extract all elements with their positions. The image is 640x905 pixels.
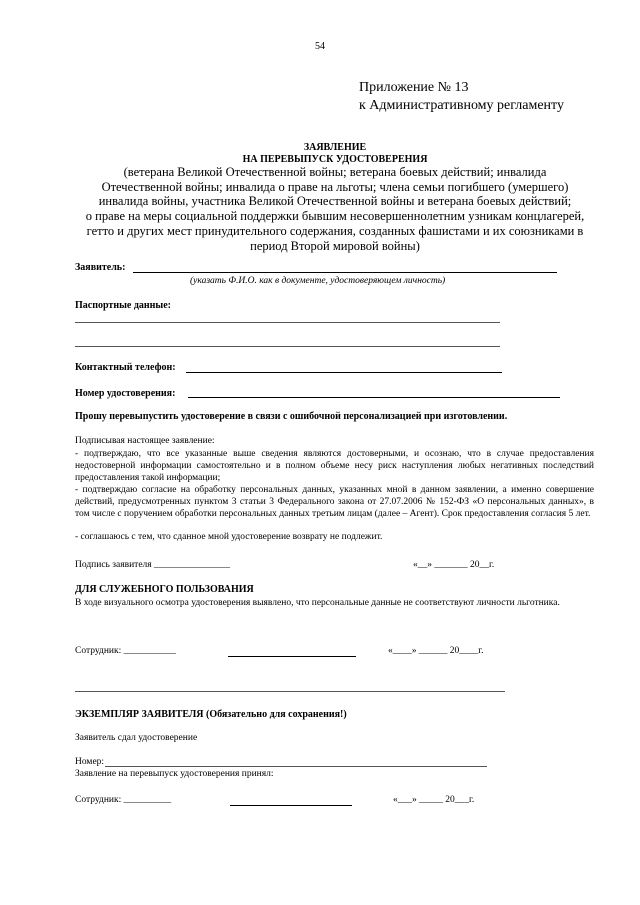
applicant-hint: (указать Ф.И.О. как в документе, удостоверяющем личность) [190,276,446,286]
signature-field[interactable]: Подпись заявителя ________________ [75,560,231,570]
official-signature-field[interactable] [228,656,356,657]
form-subtitle: НА ПЕРЕВЫПУСК УДОСТОВЕРЕНИЯ [242,154,428,165]
official-date[interactable]: «____» ______ 20____г. [388,646,484,656]
accepted-by-text: Заявление на перевыпуск удостоверения принял: [75,769,274,779]
subtitle-line-6: период Второй мировой войны) [250,239,420,253]
page-number: 54 [315,41,325,52]
copy-employee-field[interactable]: Сотрудник: __________ [75,795,172,805]
passport-field-line-1[interactable] [75,322,500,323]
applicant-field[interactable] [133,272,557,273]
declaration-item-2: - подтверждаю согласие на обработку персональных данных, указанных мной в данном заявлении, а именно совершение действий, предусмотренных пунктом 3 статьи 3 Федерального закона от 27.07.2006 № 152-ФЗ «О персональных данных», в том числе с поручением обработки персональных данных третьим лицам (далее – Агент). Срок предоставления согласия 5 лет. [75,485,594,519]
applicant-copy-heading: ЭКЗЕМПЛЯР ЗАЯВИТЕЛЯ (Обязательно для сохранения!) [75,709,347,720]
phone-field[interactable] [186,372,502,373]
subtitle-line-4: о праве на меры социальной поддержки бывшим несовершеннолетним узникам концлагерей, [85,209,585,223]
subtitle-line-1: (ветерана Великой Отечественной войны; ветерана боевых действий; инвалида [123,165,547,179]
copy-date[interactable]: «___» _____ 20___г. [393,795,475,805]
official-use-heading: ДЛЯ СЛУЖЕБНОГО ПОЛЬЗОВАНИЯ [75,584,254,595]
certificate-submitted-text: Заявитель сдал удостоверение [75,733,198,743]
declaration-intro: Подписывая настоящее заявление: [75,436,215,446]
subtitle-line-2: Отечественной войны; инвалида о праве на льготы; члена семьи погибшего (умершего) [101,180,569,194]
copy-signature-field[interactable] [230,805,352,806]
declaration-item-3: - соглашаюсь с тем, что сданное мной удостоверение возврату не подлежит. [75,532,383,542]
cut-line [75,691,505,692]
appendix-line-2: к Административному регламенту [359,98,564,113]
subtitle-line-3: инвалида войны, участника Великой Отечественной войны и ветерана боевых действий; [98,194,572,208]
number-field[interactable] [105,766,487,767]
certificate-number-field[interactable] [188,397,560,398]
phone-label: Контактный телефон: [75,362,176,373]
number-label: Номер: [75,757,105,767]
form-title: ЗАЯВЛЕНИЕ [303,142,367,153]
applicant-label: Заявитель: [75,262,126,273]
subtitle-line-5: гетто и других мест принудительного содержания, созданных фашистами и их союзниками в [86,224,584,238]
appendix-line-1: Приложение № 13 [359,80,469,95]
passport-label: Паспортные данные: [75,300,171,311]
signature-date[interactable]: «__» _______ 20__г. [413,560,495,570]
passport-field-line-2[interactable] [75,346,500,347]
official-use-text: В ходе визуального осмотра удостоверения выявлено, что персональные данные не соответствуют личности льготника. [75,598,560,608]
declaration-item-1: - подтверждаю, что все указанные выше сведения являются достоверными, и осознаю, что в случае предоставления недостоверной информации самостоятельно и в полном объеме несу риск наступления любых негативных последствий предоставления такой информации; [75,449,594,483]
certificate-number-label: Номер удостоверения: [75,388,176,399]
official-employee-field[interactable]: Сотрудник: ___________ [75,646,176,656]
request-text: Прошу перевыпустить удостоверение в связи с ошибочной персонализацией при изготовлении. [75,411,508,422]
